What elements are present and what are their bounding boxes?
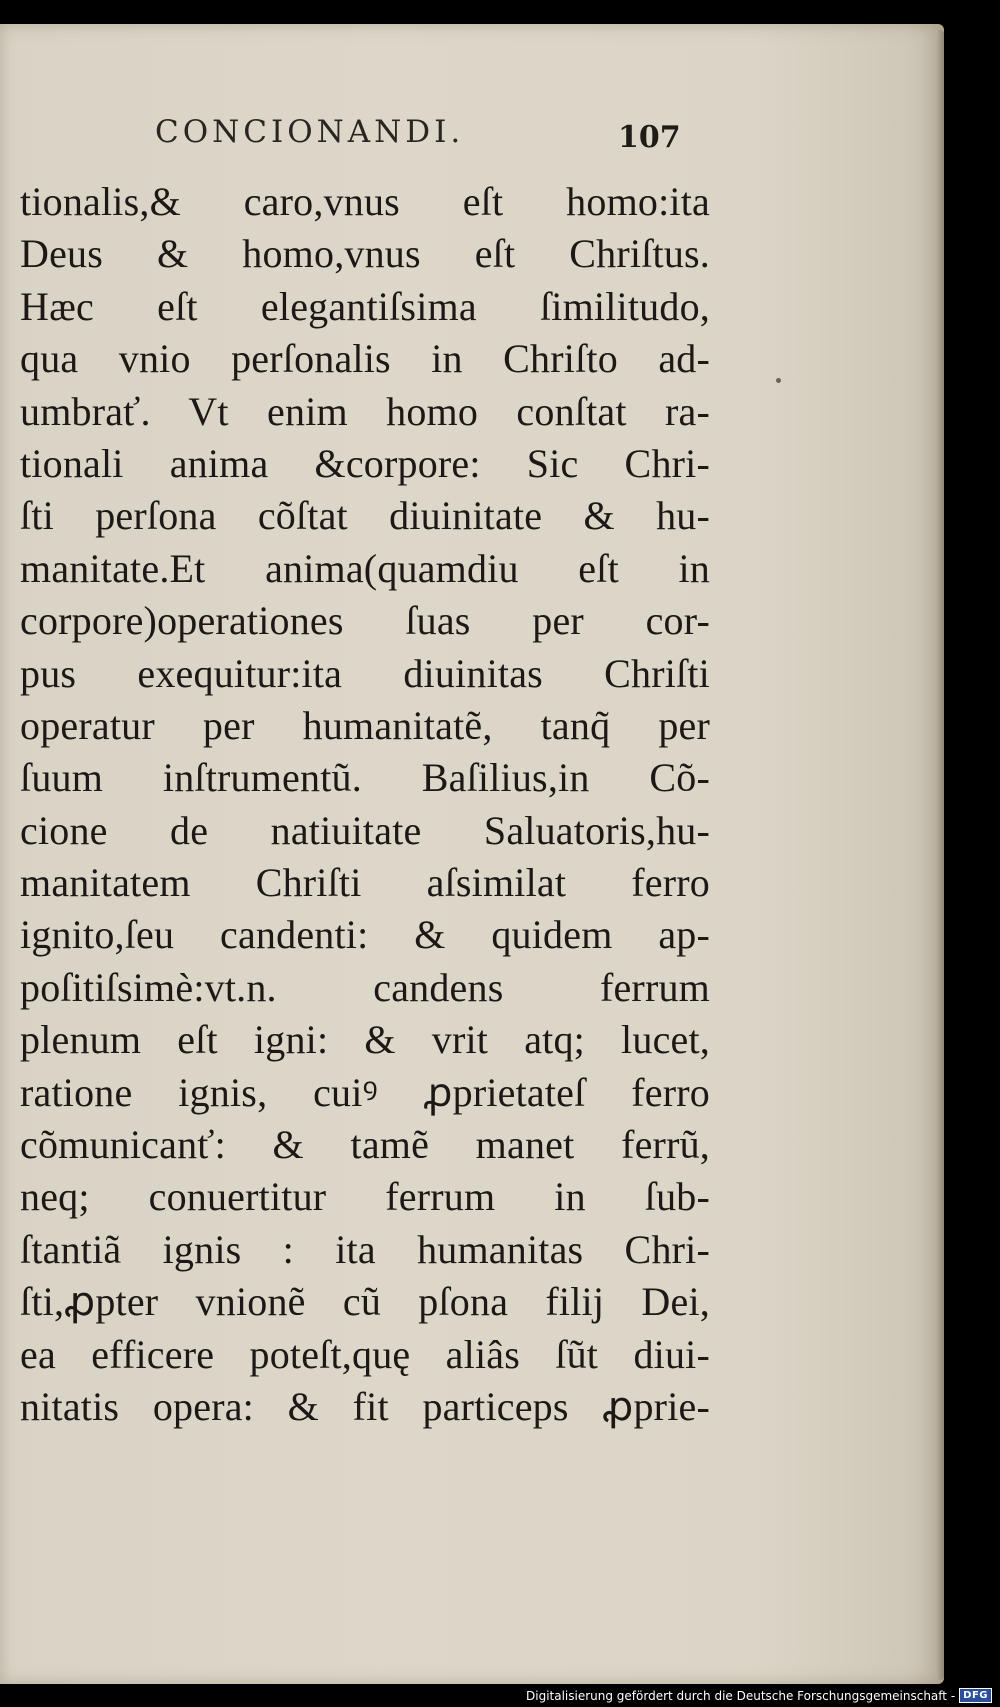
- text-line: ſti perſona cõſtat diuinitate & hu-: [20, 493, 710, 539]
- text-line: corpore)operationes ſuas per cor-: [20, 598, 710, 644]
- page-number: 107: [618, 120, 681, 155]
- text-line: neq; conuertitur ferrum in ſub-: [20, 1174, 710, 1220]
- text-line: cione de natiuitate Saluatoris,hu-: [20, 807, 710, 853]
- book-page: [0, 24, 944, 1684]
- digitization-credit: [526, 1688, 992, 1703]
- running-head: CONCIONANDI.: [155, 114, 465, 150]
- text-line: ratione ignis, cuiꝰ ꝓprietateſ ferro: [20, 1069, 710, 1115]
- text-line: tionali anima &corpore: Sic Chri-: [20, 440, 710, 486]
- text-line: qua vnio perſonalis in Chriſto ad-: [20, 336, 710, 382]
- paper-speck: [776, 378, 781, 383]
- text-line: umbrať. Vt enim homo conſtat ra-: [20, 388, 710, 434]
- dfg-logo: DFG: [959, 1688, 992, 1703]
- text-line: ſuum inſtrumentũ. Baſilius,in Cõ-: [20, 755, 710, 801]
- text-line: ſtantiã ignis : ita humanitas Chri-: [20, 1226, 710, 1272]
- body-text: [20, 176, 710, 1433]
- text-line: poſitiſsimè:vt.n. candens ferrum: [20, 964, 710, 1010]
- credit-text: Digitalisierung gefördert durch die Deutsche Forschungsgemeinschaft -: [526, 1688, 956, 1703]
- text-line: nitatis opera: & fit particeps ꝓprie-: [20, 1383, 710, 1429]
- text-line: plenum eſt igni: & vrit atq; lucet,: [20, 1017, 710, 1063]
- text-line: Hæc eſt elegantiſsima ſimilitudo,: [20, 283, 710, 329]
- text-line: cõmunicanť: & tamẽ manet ferrũ,: [20, 1122, 710, 1168]
- text-line: Deus & homo,vnus eſt Chriſtus.: [20, 231, 710, 277]
- text-line: manitate.Et anima(quamdiu eſt in: [20, 545, 710, 591]
- text-line: ſti,ꝓpter vnionẽ cũ pſona filij Dei,: [20, 1279, 710, 1325]
- text-line: manitatem Chriſti aſsimilat ferro: [20, 860, 710, 906]
- text-line: pus exequitur:ita diuinitas Chriſti: [20, 650, 710, 696]
- text-line: ea efficere poteſt,quę aliâs ſũt diui-: [20, 1331, 710, 1377]
- page-edge: [936, 30, 944, 1680]
- text-line: ignito,ſeu candenti: & quidem ap-: [20, 912, 710, 958]
- text-line: tionalis,& caro,vnus eſt homo:ita: [20, 179, 710, 224]
- text-line: operatur per humanitatẽ, tanq̃ per: [20, 702, 710, 748]
